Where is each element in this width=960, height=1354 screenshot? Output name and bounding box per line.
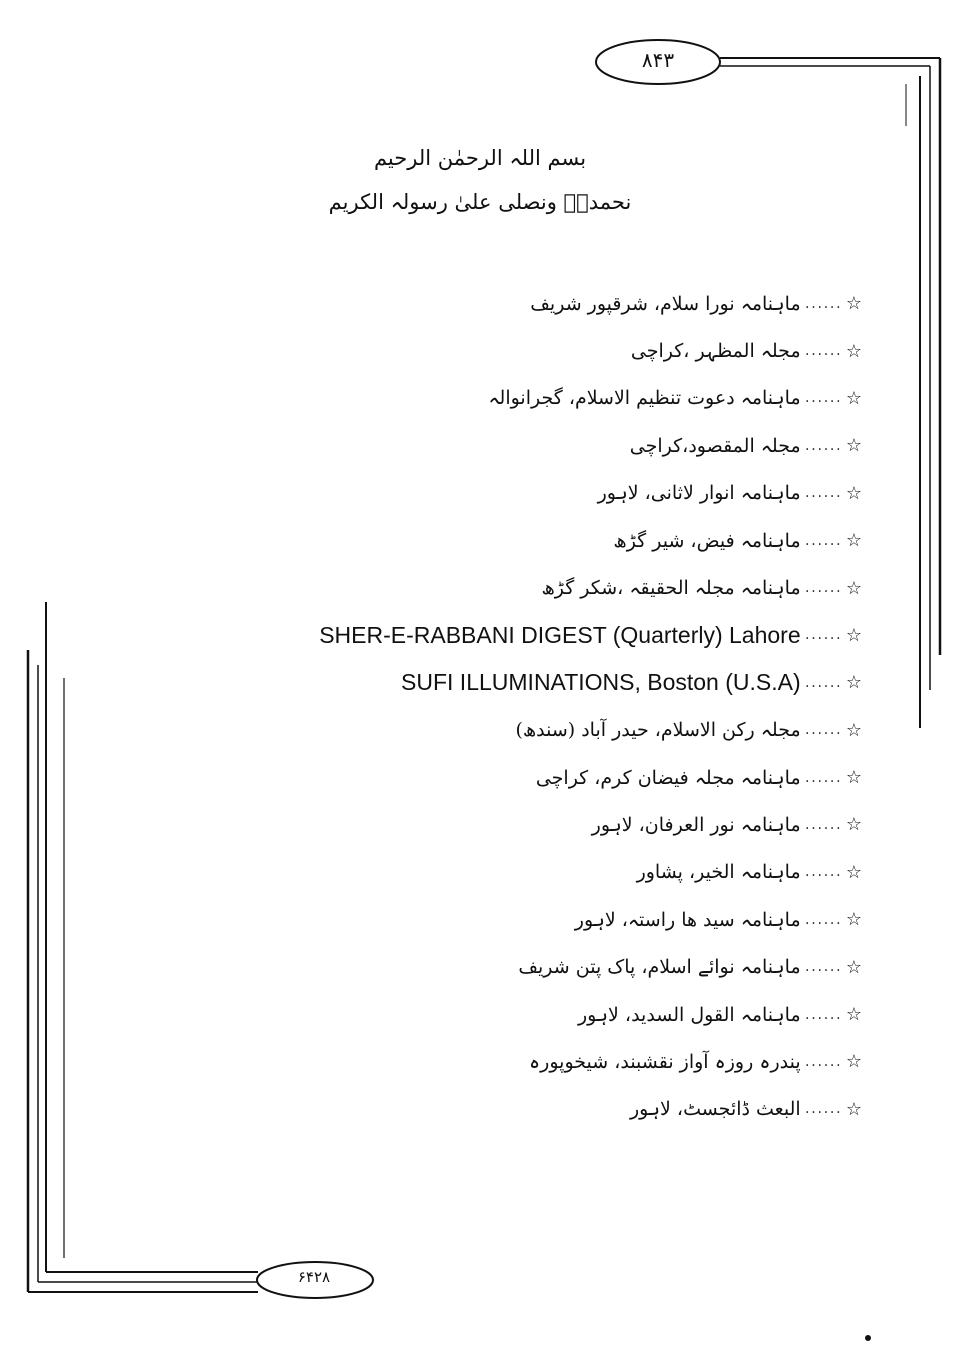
page-number-bottom: ۶۴۲۸ (297, 1268, 331, 1286)
leader-dots: ...... (803, 1054, 841, 1069)
publication-title: ماہنامہ الخیر، پشاور (636, 861, 801, 884)
publication-list-item (319, 707, 864, 754)
publication-title: ماہنامہ نورا سلام، شرقپور شریف (530, 292, 801, 315)
star-icon: ☆ (845, 956, 863, 978)
leader-dots: ...... (803, 628, 841, 643)
star-icon: ☆ (845, 1051, 863, 1073)
leader-dots: ...... (803, 581, 841, 596)
leader-dots: ...... (803, 770, 841, 785)
publication-list-item (319, 801, 864, 848)
star-icon: ☆ (845, 1098, 863, 1120)
publication-title: ماہنامہ سید ھا راستہ، لاہور (574, 908, 801, 931)
publication-title: البعث ڈائجسٹ، لاہور (629, 1098, 801, 1121)
publication-list (319, 280, 864, 1133)
publication-list-item (319, 754, 864, 801)
publication-title: ماہنامہ نور العرفان، لاہور (591, 813, 801, 836)
leader-dots: ...... (803, 1102, 841, 1117)
page-number-top: ۸۴۳ (641, 48, 675, 72)
leader-dots: ...... (803, 723, 841, 738)
leader-dots: ...... (803, 533, 841, 548)
star-icon: ☆ (845, 293, 863, 315)
publication-title: ماہنامہ مجلہ الحقیقہ ،شکر گڑھ (541, 577, 801, 600)
leader-dots: ...... (803, 344, 841, 359)
star-icon: ☆ (845, 482, 863, 504)
star-icon: ☆ (845, 672, 863, 694)
publication-title: SUFI ILLUMINATIONS, Boston (U.S.A) (401, 669, 801, 696)
publication-title: ماہنامہ مجلہ فیضان کرم، کراچی (535, 766, 801, 789)
star-icon: ☆ (845, 719, 863, 741)
salutation-heading: نحمدہٗ ونصلی علیٰ رسولہ الکریم (328, 190, 632, 214)
publication-title: ماہنامہ القول السدید، لاہور (577, 1003, 801, 1026)
publication-title: ماہنامہ فیض، شیر گڑھ (613, 529, 801, 552)
star-icon: ☆ (845, 1004, 863, 1026)
leader-dots: ...... (803, 438, 841, 453)
publication-title: ماہنامہ دعوت تنظیم الاسلام، گجرانوالہ (488, 387, 801, 410)
star-icon: ☆ (845, 435, 863, 457)
publication-list-item (319, 470, 864, 517)
leader-dots: ...... (803, 1007, 841, 1022)
publication-list-item (319, 612, 864, 659)
bottom-left-frame-lines (28, 602, 258, 1292)
star-icon: ☆ (845, 340, 863, 362)
publication-list-item (319, 896, 864, 943)
ink-speck (865, 1335, 871, 1341)
star-icon: ☆ (845, 767, 863, 789)
star-icon: ☆ (845, 530, 863, 552)
publication-list-item (319, 849, 864, 896)
publication-list-item (319, 943, 864, 990)
star-icon: ☆ (845, 861, 863, 883)
star-icon: ☆ (845, 387, 863, 409)
leader-dots: ...... (803, 817, 841, 832)
star-icon: ☆ (845, 624, 863, 646)
leader-dots: ...... (803, 912, 841, 927)
publication-title: ماہنامہ نوائے اسلام، پاک پتن شریف (518, 956, 801, 979)
publication-title: پندرہ روزہ آواز نقشبند، شیخوپورہ (529, 1050, 801, 1073)
publication-list-item (319, 659, 864, 706)
publication-list-item (319, 422, 864, 469)
publication-list-item (319, 327, 864, 374)
leader-dots: ...... (803, 391, 841, 406)
leader-dots: ...... (803, 486, 841, 501)
publication-title: مجلہ المظہر ،کراچی (630, 340, 801, 363)
star-icon: ☆ (845, 909, 863, 931)
publication-list-item (319, 517, 864, 564)
publication-title: ماہنامہ انوار لاثانی، لاہور (597, 482, 801, 505)
publication-title: مجلہ رکن الاسلام، حیدر آباد (سندھ) (515, 719, 801, 742)
publication-list-item (319, 564, 864, 611)
publication-list-item (319, 991, 864, 1038)
publication-title: مجلہ المقصود،کراچی (629, 434, 801, 457)
star-icon: ☆ (845, 577, 863, 599)
publication-list-item (319, 280, 864, 327)
leader-dots: ...... (803, 865, 841, 880)
publication-list-item (319, 1038, 864, 1085)
leader-dots: ...... (803, 675, 841, 690)
bismillah-heading: بسم اللہ الرحمٰن الرحیم (373, 146, 587, 170)
publication-list-item (319, 375, 864, 422)
publication-title: SHER-E-RABBANI DIGEST (Quarterly) Lahore (319, 621, 801, 648)
star-icon: ☆ (845, 814, 863, 836)
leader-dots: ...... (803, 960, 841, 975)
leader-dots: ...... (803, 296, 841, 311)
publication-list-item (319, 1086, 864, 1133)
